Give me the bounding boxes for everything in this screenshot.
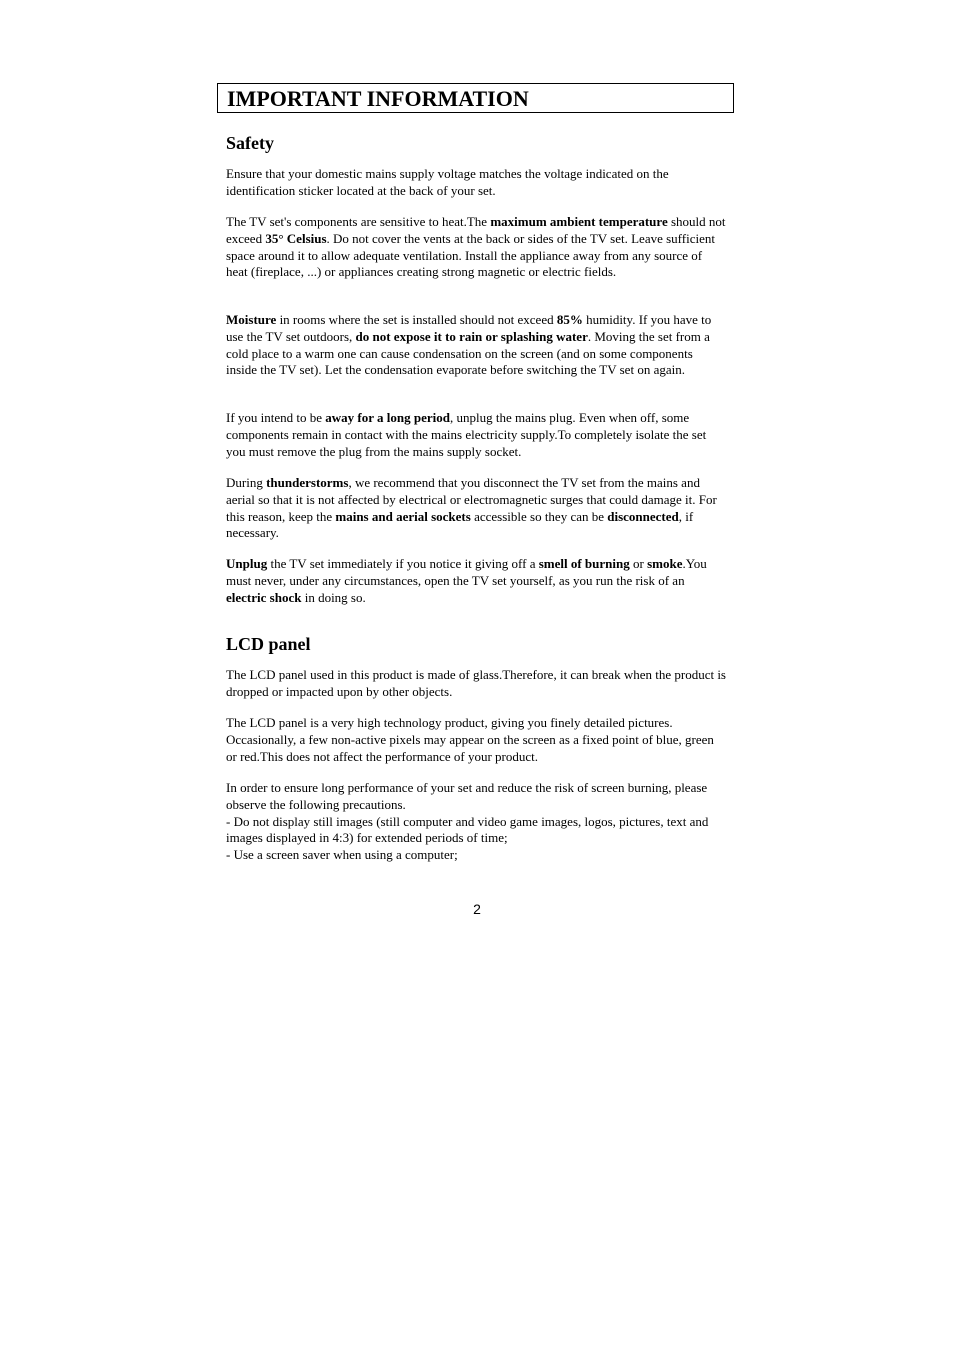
safety-paragraph-unplug: Unplug the TV set immediately if you notice it giving off a smell of burning or smoke.You must never, under any circumstances, open the TV set yourself, as you run the risk of an electric shock in doing so. (226, 556, 707, 605)
page-title-box (217, 83, 734, 113)
lcd-paragraph-glass: The LCD panel used in this product is made of glass.Therefore, it can break when the product is dropped or impacted upon by other objects. (226, 667, 726, 699)
lcd-paragraph-precautions: In order to ensure long performance of your set and reduce the risk of screen burning, please observe the following precautions. - Do not display still images (still computer and video game images, logos, pictures, text and images displayed in 4:3) for extended periods of time; - Use a screen saver when using a computer; (226, 780, 709, 863)
page-title: IMPORTANT INFORMATION (227, 86, 529, 111)
safety-paragraph-heat: The TV set's components are sensitive to heat.The maximum ambient temperature should not exceed 35° Celsius. Do not cover the vents at the back or sides of the TV set. Leave sufficient space around it to allow adequate ventilation. Install the appliance away from any source of heat (fireplace, ...) or appliances creating strong magnetic or electric fields. (226, 214, 726, 280)
safety-paragraph-voltage: Ensure that your domestic mains supply voltage matches the voltage indicated on the identification sticker located at the back of your set. (226, 166, 669, 198)
safety-paragraph-away: If you intend to be away for a long period, unplug the mains plug. Even when off, some components remain in contact with the mains electricity supply.To completely isolate the set you must remove the plug from the mains supply socket. (226, 410, 707, 459)
safety-paragraph-moisture: Moisture in rooms where the set is installed should not exceed 85% humidity. If you have to use the TV set outdoors, do not expose it to rain or splashing water. Moving the set from a cold place to a warm one can cause condensation on the screen (and on some components inside the TV set). Let the condensation evaporate before switching the TV set on again. (226, 312, 712, 378)
precaution-still-images: - Do not display still images (still computer and video game images, logos, pictures, text and images displayed in 4:3) for extended periods of time; (226, 813, 709, 846)
page-number: 2 (473, 901, 481, 917)
lcd-paragraph-pixels: The LCD panel is a very high technology product, giving you finely detailed pictures. Occasionally, a few non-active pixels may appear on the screen as a fixed point of blue, green or red.This does not affect the performance of your product. (226, 715, 714, 764)
safety-heading: Safety (226, 133, 274, 153)
safety-paragraph-thunderstorms: During thunderstorms, we recommend that you disconnect the TV set from the mains and aerial so that it is not affected by electrical or electromagnetic surges that could damage it. For this reason, keep the mains and aerial sockets accessible so they can be disconnected, if necessary. (226, 475, 717, 541)
precaution-screen-saver: - Use a screen saver when using a computer; (226, 847, 458, 863)
lcd-panel-heading: LCD panel (226, 634, 311, 654)
